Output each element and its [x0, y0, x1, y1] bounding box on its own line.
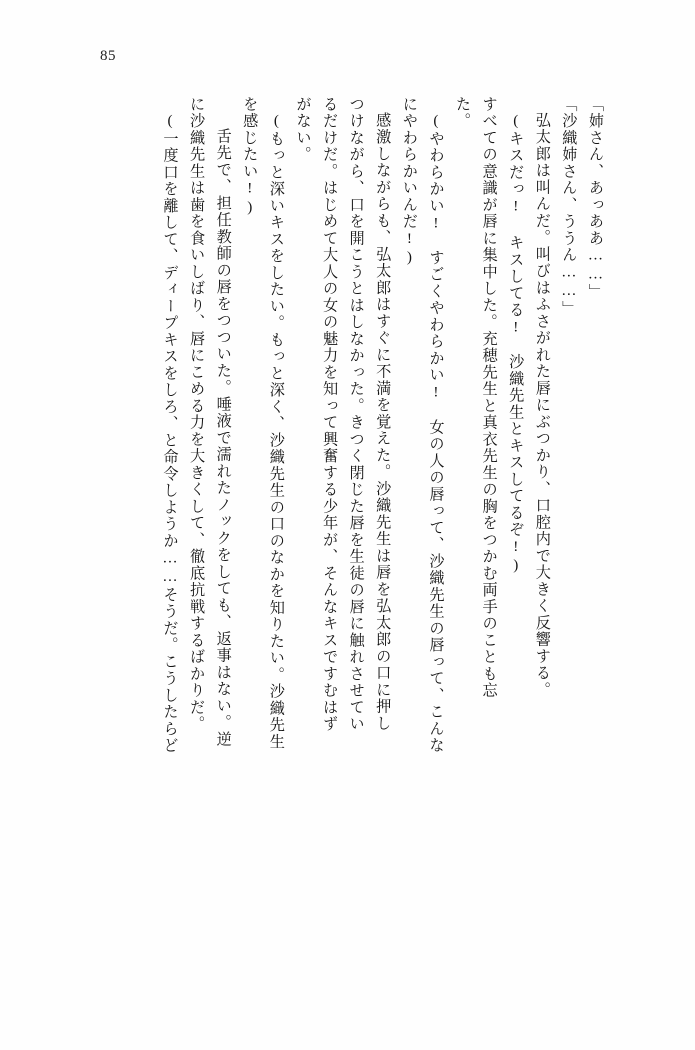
text-line: 弘太郎は叫んだ。叫びはふさがれた唇にぶつかり、口腔内で大きく反響する。: [533, 112, 551, 699]
page-number: 85: [100, 48, 116, 64]
text-line: に沙織先生は歯を食いしばり、唇にこめる力を大きくして、徹底抗戦するばかりだ。: [188, 96, 206, 733]
text-line: るだけだ。はじめて大人の女の魅力を知って興奮する少年が、そんなキスですむはず: [321, 96, 339, 733]
text-line: 感激しながらも、弘太郎はすぐに不満を覚えた。沙織先生は唇を弘太郎の口に押し: [374, 112, 392, 732]
text-line: すべての意識が唇に集中した。充穂先生と真衣先生の胸をつかむ両手のことも忘: [480, 96, 498, 699]
text-line: 舌先で、担任教師の唇をつついた。唾液で濡れたノックをしても、返事はない。逆: [214, 128, 232, 748]
text-line: (一度口を離して、ディープキスをしろ、と命令しようか……そうだ。こうしたらど: [161, 112, 179, 754]
text-line: つけながら、口を開こうとはしなかった。きつく閉じた唇を生徒の唇に触れさせてい: [347, 96, 365, 733]
text-line: (やわらかい! すごくやわらかい! 女の人の唇って、沙織先生の唇って、こんな: [427, 112, 445, 754]
vertical-text-body: [91, 96, 603, 956]
text-line: た。: [454, 96, 472, 130]
text-line: (もっと深いキスをしたい。もっと深く、沙織先生の口のなかを知りたい。沙織先生: [267, 112, 285, 751]
text-line: を感じたい!): [241, 96, 259, 217]
text-line: にやわらかいんだ!): [400, 96, 418, 268]
text-line: (キスだっ! キスしてる! 沙織先生とキスしてるぞ!): [507, 112, 525, 576]
text-line: 「姉さん、あっああ……」: [587, 96, 604, 301]
text-line: がない。: [294, 96, 312, 163]
text-line: 「沙織姉さん、ううん……」: [560, 96, 578, 318]
